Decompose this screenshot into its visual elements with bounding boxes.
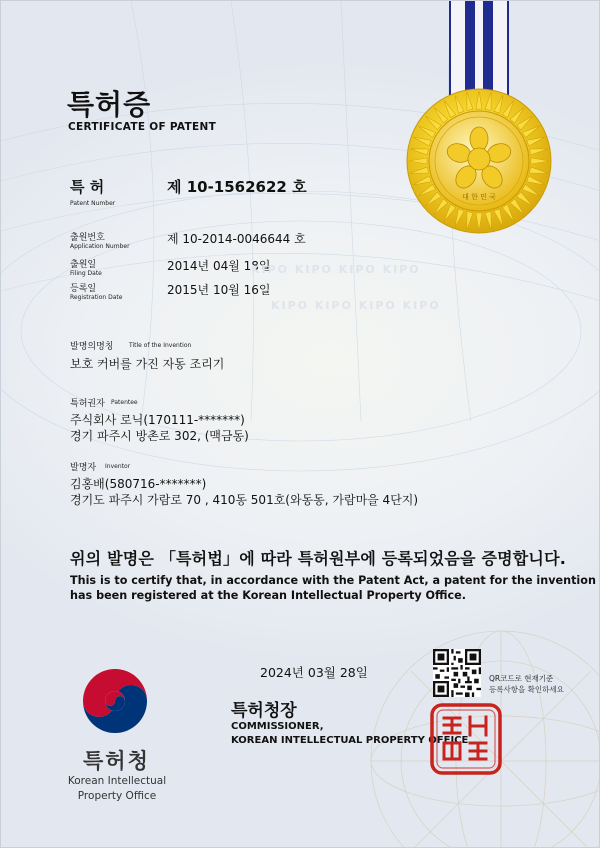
certification-text-ko: 위의 발명은 「특허법」에 따라 특허원부에 등록되었음을 증명합니다. [70,549,567,568]
certification-text-en-1: This is to certify that, in accordance with the Patent Act, a patent for the invention [70,574,596,587]
registration-date-label-en: Registration Date [70,294,123,301]
issue-date: 2024년 03월 28일 [260,665,368,680]
patentee-label: 특허권자 [70,399,105,409]
gold-seal-medal-icon [399,81,559,241]
patent-number-label: 특 허 [70,178,105,196]
kipo-logo-icon [79,665,151,737]
official-red-stamp-icon [430,703,502,775]
registration-date-value: 2015년 10월 16일 [167,283,271,297]
office-name-en-1: Korean Intellectual [67,775,167,787]
patent-number-label-en: Patent Number [70,200,116,207]
certification-text-en-2: has been registered at the Korean Intellectual Property Office. [70,589,466,602]
invention-label: 발명의명칭 [70,342,114,352]
patentee-name: 주식회사 로닉(170111-*******) [70,413,245,427]
medal-text: 대 한 민 국 [462,193,496,201]
application-number-value: 제 10-2014-0046644 호 [167,232,306,246]
commissioner-title-en-2: KOREAN INTELLECTUAL PROPERTY OFFICE [231,735,469,746]
qr-note-1: QR코드로 현재기준 [489,674,554,683]
qr-code-icon[interactable] [433,649,481,697]
filing-date-value: 2014년 04월 18일 [167,259,271,273]
office-name-en-2: Property Office [77,790,157,802]
inventor-label-en: Inventor [105,463,131,470]
application-number-label: 출원번호 [70,233,105,243]
patentee-address: 경기 파주시 방촌로 302, (맥금동) [70,429,249,443]
watermark: KIPO KIPO KIPO KIPO [251,263,421,276]
office-name-ko: 특허청 [83,749,150,773]
inventor-name: 김홍배(580716-*******) [70,477,207,491]
certificate-title: 특허증 [67,88,152,121]
commissioner-title-en-1: COMMISSIONER, [231,721,324,732]
application-number-label-en: Application Number [70,243,130,250]
filing-date-label: 출원일 [70,260,97,270]
patentee-label-en: Patentee [111,399,138,406]
registration-date-label: 등록일 [70,284,97,294]
inventor-address: 경기도 파주시 가람로 70 , 410동 501호(와동동, 가람마을 4단지) [70,493,419,507]
watermark-2: KIPO KIPO KIPO KIPO [271,299,441,312]
inventor-label: 발명자 [70,463,97,473]
invention-label-en: Title of the Invention [129,342,192,349]
patent-number-value: 제 10-1562622 호 [167,178,307,196]
certificate-subtitle: CERTIFICATE OF PATENT [68,121,217,133]
invention-title: 보호 커버를 가진 자동 조리기 [70,357,225,371]
filing-date-label-en: Filing Date [70,270,102,277]
commissioner-title: 특허청장 [231,701,297,721]
qr-note-2: 등록사항을 확인하세요 [489,685,564,694]
